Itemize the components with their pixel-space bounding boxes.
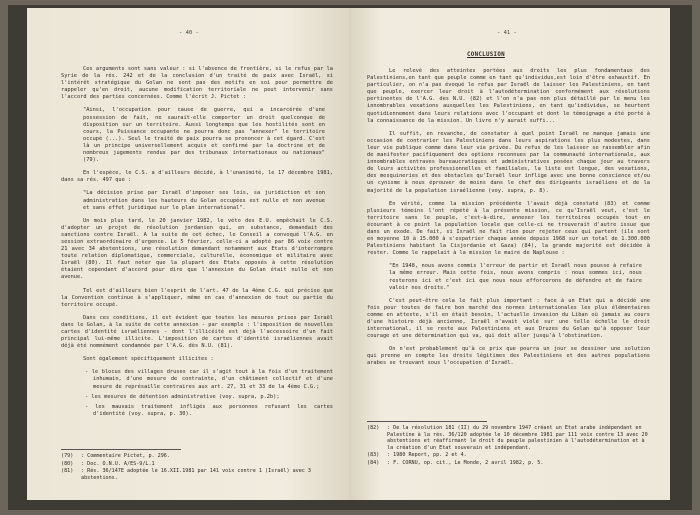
footnote [61, 468, 333, 481]
footnote-text: : De la résolution 181 (II) du 29 novembre 1947 créant un Etat arabe indépendant en Palestine à la rés. 36/120 adoptée le 10 décembre 1981 par 111 voix contre 13 avec 20 abstentions et réaffirmant le droit du peuple palestinien à l'autodétermination et à la création d'un Etat souverain et indépendant. [387, 425, 648, 451]
paragraph: Il suffit, en revanche, de constater à quel point Israël ne manque jamais une occasion de contrarier les Palestiniens dans leurs aspirations les plus modestes, dans leur vie publique comme dans leur vie privée. Du refus de les laisser se rassembler afin de manifester pacifiquement des options reconnues par la communauté internationale, aux innombrables entraves bureaucratiques et administratives posées chaque jour au travers de leurs activités professionnelles et familiales, la liste est longue, des vexations, des mesquineries et des obstacles qu'Israël leur inflige avec une bonne conscience et/ou un cynisme à nous éprouver de moins dans le chef des dirigeants israéliens et de la majorité de la population israélienne (voy. supra, p. 8). [367, 130, 650, 194]
footnote-text: : Commentaire Pictet, p. 296. [81, 453, 170, 459]
footnote-text: : Doc. O.N.U. A/ES-9/L.1 [81, 460, 155, 467]
paragraph: Le relevé des atteintes portées aux droits les plus fondamentaux des Palestiniens,en tant que peuple comme en tant qu'individus,est loin d'être exhaustif. En particulier, on n'a pas évoqué le refus par Israël de laisser les Palestiniens, en tant que peuple, exercer leur droit à l'autodétermination conformément aux résolutions pertinentes de l'A.G. des N.U. (82) et l'on n'a pas non plus détaillé par le menu les innombrables vexations auxquelles les Palestiniens, en tant qu'individus, se heurtent quotidiennement dans leurs relations avec l'occupant et dont le témoignage a été porté à la connaissance de la mission. Un livre n'y aurait suffi... [367, 68, 650, 124]
paragraph: Tel est d'ailleurs bien l'esprit de l'art. 47 de la 4ème C.G. qui précise que la Convention continue à s'appliquer, même en cas d'annexion de tout ou partie du territoire occupé. [61, 287, 333, 308]
footnote-text: : F. CORNU, op. cit., Le Monde, 2 avril 1982, p. 5. [387, 459, 544, 466]
paragraph: En l'espèce, le C.S. a d'ailleurs décidé, à l'unanimité, le 17 décembre 1981, dans sa rés. 497 que : [61, 170, 333, 184]
footnote-text: : Rés. 36/147E adoptée le 16.XII.1981 par 141 voix contre 1 (Israël) avec 3 abstentions. [81, 468, 312, 481]
section-heading: CONCLUSION [467, 52, 505, 58]
footnote [61, 461, 333, 468]
left-page-number: - 40 - [179, 30, 199, 36]
footnote [367, 425, 650, 451]
block-quote: "Ainsi, l'occupation pour cause de guerre, qui a incarcérée d'une possession de fait, ne saurait-elle comporter un droit quelconque de disposition sur un territoire. Aussi longtemps que les hostilités sont en cours, la Puissance occupante ne pourra donc pas "annexer" le territoire occupé (...). Seul le traité de paix pourra se prononcer à cet égard. C'est là un principe universellement acquis et confirmé par la doctrine et de nombreux jugements rendus par des tribunaux internationaux ou nationaux"(79). [83, 107, 325, 164]
block-quote: "La décision prise par Israël d'imposer ses lois, sa juridiction et son administration dans les hauteurs du Golan occupées est nulle et non avenue et sans effet juridique sur le plan international". [83, 190, 325, 211]
right-page [349, 8, 670, 500]
footnote-number: (83) [367, 452, 380, 459]
right-footnotes [367, 425, 650, 468]
left-page [27, 8, 349, 500]
footnote [367, 460, 650, 467]
paragraph: C'est peut-être cela le fait plus important : face à un Etat qui a décidé une fois pour toutes de faire bon marché des normes internationales les plus élémentaires comme en atteste, s'il en était besoin, l'actuelle invasion du Liban où jamais au cours d'une histoire déjà ancienne, Israël n'avait violé sur une telle échelle le droit international, il se reste aux Palestiniens et aux Druzes du Golan qu'à opposer leur courage et une détermination qui va, qui doit aller jusqu'à l'obstination. [367, 297, 650, 340]
footnote-text: : 1980 Report, pp. 2 et 4. [387, 452, 467, 459]
footnote [61, 453, 333, 460]
footnote-number: (84) [367, 459, 380, 466]
paragraph: Ces arguments sont sans valeur : si l'absence de frontière, si le refus par la Syrie de la rés. 242 et de la conclusion d'un traité de paix avec Israël, si l'intérêt stratégique du Golan ne sont pas des motifs en soi pour permettre de rappeler qu'en droit, aucune modification territoriale ne peut intervenir sans l'accord des parties concernées. Comme l'écrit J. Pictet : [61, 66, 333, 101]
bullet-item: - le blocus des villages druses car il s'agit tout à la fois d'un traitement inhumain, d'une mesure de contrainte, d'un châtiment collectif et d'une mesure de représaille contraires aux art. 27, 31 et 33 de la 4ème C.G.; [85, 369, 333, 390]
footnote-rule [367, 421, 487, 422]
right-page-number: - 41 - [497, 30, 517, 36]
footnote [367, 452, 650, 459]
paragraph: Sont également spécifiquement illicites : [83, 356, 214, 363]
footnote-rule [61, 449, 181, 450]
bullet-item: - les mauvais traitement infligés aux personnes refusant les cartes d'identité (voy. supra, p. 30). [85, 403, 333, 417]
right-page-body [367, 68, 650, 374]
footnote-number: (79) [61, 453, 74, 459]
paragraph: En vérité, comme la mission précédente l'avait déjà constaté (83) et comme plusieurs témoins l'ont répété à la présente mission, ce qu'Israël veut, c'est le territoire sans le peuple, c'est-à-dire, annexer les territoires occupés tout en écourant à ce point la population locale que celle-ci ne trouverait d'autre issue que dans un exode. De fait, si Israël ne fait rien pour rejeter ceux qui partent (ils sont en moyenne 10 à 15.000 à s'expatrier chaque année depuis 1968 sur un total de 1.300.000 Palestiniens habitant la Cisjordanie et Gaza) (84), la grande majorité est décidée à rester. Comme le rappelait à la mission le maire de Naplouse : [367, 200, 650, 257]
footnote-number: (80) [61, 460, 74, 467]
paragraph: Un mois plus tard, le 20 janvier 1982, le véto des E.U. empêchait le C.S. d'adopter un projet de résolution jordanien qui, en substance, demandait des sanctions contre Israël. A la suite de cet échec, le Conseil a convoqué l'A.G. en session extraordinaire d'urgence. Le 5 février, celle-ci a adopté par 86 voix contre 21 avec 34 abstentions, une résolution demandant notamment aux Etats d'interrompre toute relation diplomatique, commerciale, culturelle, économique et militaire avec Israël (80). Il faut noter que la plupart des Etats opposés à cette résolution étaient cependant d'accord pour dire que l'annexion du Golan était nulle et non avenue. [61, 217, 333, 281]
paragraph: On n'est probablement qu'à ce prix que pourra un jour se dessiner une solution qui prenne en compte les droits légitimes des Palestiniens et des autres populations arabes se trouvant sous l'occupation d'Israël. [367, 346, 650, 367]
left-footnotes [61, 453, 333, 482]
footnote-number: (81) [61, 468, 74, 475]
footnote-number: (82) [367, 425, 380, 431]
block-quote: "En 1948, nous avons commis l'erreur de partir et Israël nous pousse à refaire la même erreur. Mais cette fois, nous avons compris : nous sommes ici, nous resterons ici et c'est ici que nous nous efforcerons de défendre et de faire valoir nos droits." [389, 263, 642, 291]
left-page-body [61, 66, 333, 421]
bullet-item: - les mesures de détention administrative (voy. supra, p.2b); [85, 393, 280, 400]
paragraph: Dans ces conditions, il est évident que toutes les mesures prises par Israël dans le Golan, à la suite de cette annexion - par exemple : l'imposition de nouvelles cartes d'identité israéliennes - dont l'illicéité est déjà l'accessoire d'un fait principal lui-même illicite. L'imposition de cartes d'identité israéliennes avait déjà été nommément condamnée par l'A.G. dès N.U. (81). [61, 314, 333, 350]
